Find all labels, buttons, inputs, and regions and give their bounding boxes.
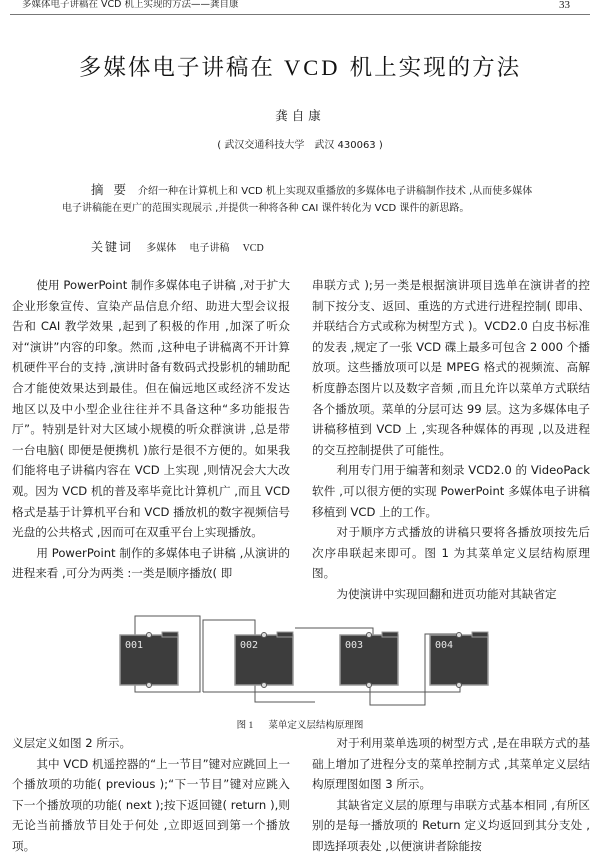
menu-node-label: 001 bbox=[125, 640, 144, 651]
paragraph: 对于顺序方式播放的讲稿只要将各播放项按先后次序串联起来即可。图 1 为其菜单定义层结构原理图。 bbox=[312, 525, 590, 581]
connector-line bbox=[295, 628, 373, 635]
title-part1: 多媒体电子讲稿在 bbox=[78, 55, 275, 81]
keywords-label: 关键词 bbox=[91, 240, 134, 254]
running-head-title: 多媒体电子讲稿在 VCD 机上实现的方法——龚自康 bbox=[22, 0, 239, 10]
keyword: 电子讲稿 bbox=[189, 243, 230, 254]
body-left-column-continued bbox=[12, 733, 290, 857]
title-latin: VCD bbox=[283, 55, 341, 80]
title-part2: 机上实现的方法 bbox=[349, 55, 522, 81]
menu-node-label: 002 bbox=[240, 640, 259, 651]
connector-line bbox=[370, 685, 460, 692]
figure-number: 图 1 bbox=[236, 721, 254, 731]
abstract-label: 摘要 bbox=[91, 182, 137, 197]
affiliation: ( 武汉交通科技大学 武汉 430063 ) bbox=[217, 140, 383, 151]
paragraph: 为使演讲中实现回翻和进页功能对其缺省定 bbox=[336, 586, 557, 601]
keyword: 多媒体 bbox=[146, 243, 177, 254]
author: 龚自康 bbox=[275, 108, 325, 123]
connector-port bbox=[457, 683, 462, 688]
connector-port bbox=[367, 633, 372, 638]
menu-node bbox=[235, 632, 293, 688]
paragraph: 使用 PowerPoint 制作多媒体电子讲稿 ,对于扩大企业形象宣传、宣染产品信息介绍、助进大型会议报告和 CAI 教学效果 ,起到了积极的作用 ,加深了听众对“演讲”内容的印象。然而 ,这种电子讲稿离不开计算机硬件平台的支持 ,演讲时备有数码式投影机的辅助配合才能使效果达到最佳。但在偏远地区或经济不发达地区以及中小型企业往往并不具备这种“多功能报告厅”。特别是针对大区域小规模的听众群演讲 ,总是带一台电脑( 即便是便携机 )旅行是很不方便的。如果我们能将电子讲稿内容在 VCD 上实现 ,则情况会大大改观。因为 VCD 机的普及率毕竟比计算机广 ,而且 VCD 格式是基于计算机平台和 VCD 播放机的数字视频信号光盘的公共格式 ,因而可在双重平台上实现播放。 bbox=[12, 278, 290, 540]
connector-line bbox=[203, 685, 370, 692]
menu-node bbox=[430, 632, 488, 688]
paragraph: 串联方式 );另一类是根据演讲项目选单在演讲者的控制下按分支、返回、重选的方式进行进程控制( 即串、并联结合方式或称为树型方式 )。VCD2.0 白皮书标准的发表 ,规定了一张 VCD 碟上最多可包含 2 000 个播放项。这些播放项可以是 MPEG 格式的视频流、高解析度静态图片以及数字音频 ,而且允许以菜单方式联结各个播放项。菜单的分层可达 99 层。这为多媒体电子讲稿移植到 VCD 上 ,实现各种媒体的再现 ,以及进程的交互控制提供了可能性。 bbox=[312, 278, 590, 457]
body-right-column-continued bbox=[312, 733, 590, 857]
paper-title bbox=[0, 50, 600, 82]
running-head bbox=[10, 0, 590, 15]
paragraph: 用 PowerPoint 制作的多媒体电子讲稿 ,从演讲的进程来看 ,可分为两类 :一类是顺序播放( 即 bbox=[12, 545, 290, 581]
menu-node-tab bbox=[277, 632, 293, 637]
paragraph: 其缺省定义层的原理与串联方式基本相同 ,有所区别的是每一播放项的 Return 定义均返回到其分支处 ,即选择项表处 ,以便演讲者除能按 bbox=[312, 797, 590, 853]
figure-caption-text: 菜单定义层结构原理图 bbox=[268, 720, 364, 731]
menu-node-tab bbox=[472, 632, 488, 637]
connector-port bbox=[147, 633, 152, 638]
menu-node-label: 003 bbox=[345, 640, 364, 651]
connector-port bbox=[457, 633, 462, 638]
menu-node bbox=[340, 632, 398, 688]
keyword: VCD bbox=[242, 243, 264, 254]
paragraph: 其中 VCD 机遥控器的“上一节目”键对应跳回上一个播放项的功能( previous );“下一节目”键对应跳入下一个播放项的功能( next );按下返回键( return ),则无论当前播放节目处于何处 ,立即返回到第一个播放项。 bbox=[12, 756, 290, 853]
connector-port bbox=[262, 633, 267, 638]
connector-lines bbox=[135, 616, 460, 705]
menu-node-tab bbox=[162, 632, 178, 637]
paragraph: 利用专门用于编著和刻录 VCD2.0 的 VideoPack 软件 ,可以很方便的实现 PowerPoint 多媒体电子讲稿移植到 VCD 上的工作。 bbox=[312, 463, 590, 519]
paragraph: 义层定义如图 2 所示。 bbox=[12, 736, 132, 750]
paragraph: 对于利用菜单选项的树型方式 ,是在串联方式的基础上增加了进程分支的菜单控制方式 ,其菜单定义层结构原理图如图 3 所示。 bbox=[312, 736, 590, 792]
page-number: 33 bbox=[559, 0, 570, 11]
figure-1-diagram bbox=[115, 610, 490, 710]
body-left-column bbox=[12, 275, 290, 584]
abstract bbox=[62, 181, 542, 217]
connector-port bbox=[262, 683, 267, 688]
figure-caption bbox=[0, 717, 600, 731]
keywords bbox=[91, 238, 274, 255]
connector-port bbox=[367, 683, 372, 688]
menu-node bbox=[120, 632, 178, 688]
abstract-text: 介绍一种在计算机上和 VCD 机上实现双重播放的多媒体电子讲稿制作技术 ,从而使多媒体电子讲稿能在更广的范围实现展示 ,并提供一种将各种 CAI 课件转化为 VCD 课件的新思路。 bbox=[62, 186, 533, 214]
menu-node-tab bbox=[382, 632, 398, 637]
body-right-column bbox=[312, 275, 590, 605]
menu-node-label: 004 bbox=[435, 640, 454, 651]
connector-port bbox=[147, 683, 152, 688]
